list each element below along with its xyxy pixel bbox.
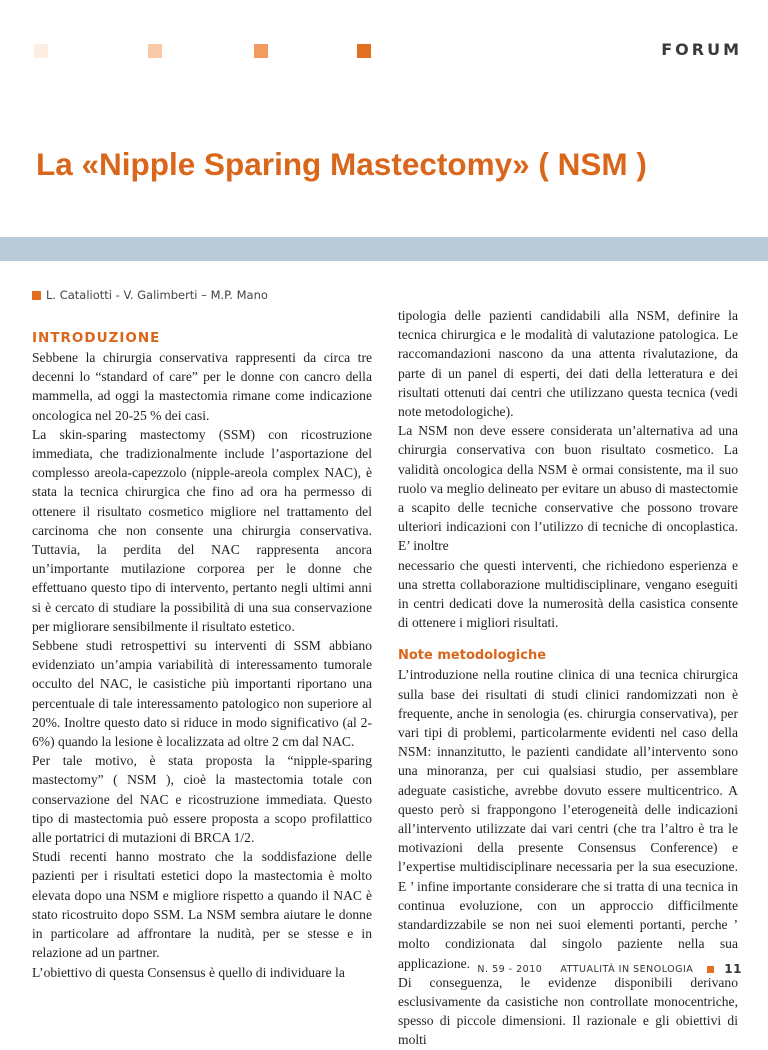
intro-heading: INTRODUZIONE <box>32 330 161 346</box>
decor-square-2 <box>148 44 162 58</box>
intro-paragraph: Sebbene la chirurgia conservativa rappresenti da circa tre decenni lo “standard of care” per le donne con cancro della mammella, ad oggi la mastectomia rimane come indicazione oncologica nel 20-25 % dei casi. <box>32 350 372 423</box>
intro-paragraph: Per tale motivo, è stata proposta la “nipple-sparing mastectomy” ( NSM ), cioè la mastectomia totale con conservazione del NAC e ricostruzione immediata. Questo tipo di mastectomia può essere proposta a scopo profilattico alle portatrici di mutazioni di BRCA 1/2. <box>32 753 372 846</box>
notes-paragraph: L’introduzione nella routine clinica di una tecnica chirurgica sulla base dei risultati di studi clinici randomizzati non è frequente, anche in senologia (es. chirurgia conservativa), per vari tipi di problemi, particolarmente evidenti nel caso della NSM: innanzitutto, le pazienti candidate all’intervento sono una minoranza, per cui qualsiasi studio, per assemblare adeguate casistiche, avrebbe dovuto essere multicentrico. A questo però si frappongono l’eterogeneità delle indicazioni all’intervento utilizzate dai vari centri (che tra l’altro è tra le motivazioni della presente Consensus Conference) e l’expertise multidisciplinare necessaria per la sua esecuzione. E ’ infine importante considerare che si tratta di una tecnica in continua evoluzione, con un approccio difficilmente standardizzabile se non nei suoi elementi portanti, perche ’ molto condizionata dal singolo paziente nella sua applicazione. <box>398 667 738 971</box>
page-number: 11 <box>724 962 742 976</box>
body-paragraph: La NSM non deve essere considerata un’alternativa ad una chirurgia conservativa con buon risultato cosmetico. La validità oncologica della NSM è ormai consistente, ma il suo ruolo va meglio delineato per evitare un abuso di mastectomie a scapito delle tecniche conservative che possono trovare ulteriori indicazioni con l’utilizzo di tecniche di oncoplastica. E’ inoltre <box>398 423 738 554</box>
notes-paragraph: Di conseguenza, le evidenze disponibili derivano esclusivamente da casistiche non controllate monocentriche, spesso di piccole dimensioni. Il razionale e gli obiettivi di molti <box>398 974 738 1048</box>
notes-heading: Note metodologiche <box>398 648 547 664</box>
right-column <box>398 306 738 1050</box>
bullet-square-icon <box>32 291 41 300</box>
journal-name: ATTUALITÀ IN SENOLOGIA <box>560 963 694 975</box>
intro-paragraph: Studi recenti hanno mostrato che la soddisfazione delle pazienti per i risultati estetici dopo la mastectomia è molto elevata dopo una NSM e migliore rispetto a quando il NAC è stato ricostruito dopo SSM. La NSM sembra aiutare le donne in particolare ad affrontare la nudità, per se stesse e in relazione ad un partner. <box>32 849 372 961</box>
article-title: La «Nipple Sparing Mastectomy» ( NSM ) <box>36 146 647 182</box>
decor-square-1 <box>34 44 48 58</box>
title-band <box>0 237 768 261</box>
section-label: FORUM <box>661 40 742 59</box>
page-footer <box>477 962 742 976</box>
body-paragraph: tipologia delle pazienti candidabili alla NSM, definire la tecnica chirurgica e le modalità di valutazione patologica. Le raccomandazioni nascono da una attenta rivalutazione, da parte di un panel di esperti, dei dati della letteratura e dei risultati ottenuti dai centri che utilizzano questa tecnica (vedi note metodologiche). <box>398 308 738 420</box>
authors: L. Cataliotti - V. Galimberti – M.P. Mano <box>46 288 268 302</box>
authors-line <box>32 288 372 302</box>
intro-paragraph: L’obiettivo di questa Consensus è quello di individuare la <box>32 964 345 980</box>
intro-paragraph: Sebbene studi retrospettivi su interventi di SSM abbiano evidenziato un’ampia variabilità di interessamento tumorale occulto del NAC, le casistiche più importanti riportano una percentuale di tale interessamento patologico non superiore al 20%. Inoltre questo dato si riduce in modo significativo (al 2-6%) quando la lesione è localizzata ad oltre 2 cm dal NAC. <box>32 638 372 750</box>
body-paragraph: necessario che questi interventi, che richiedono esperienza e una stretta collaborazione multidisciplinare, vengano eseguiti in centri dedicati dove la numerosità della casistica consente di ottenere i migliori risultati. <box>398 557 738 631</box>
decor-square-4 <box>357 44 371 58</box>
decor-square-3 <box>254 44 268 58</box>
left-column <box>32 288 372 982</box>
intro-paragraph: La skin-sparing mastectomy (SSM) con ricostruzione immediata, che tradizionalmente include l’asportazione del complesso areola-capezzolo (nipple-areola complex NAC), è stata la tecnica chirurgica che fino ad ora ha permesso di ottenere il risultato cosmetico migliore nel trattamento del carcinoma che non consente una chirurgia conservativa. Tuttavia, la perdita del NAC rappresenta ancora un’importante mutilazione corporea per le donne che effettuano questo tipo di intervento, pertanto negli ultimi anni si è cercato di studiare la possibilità di una sua conservazione per migliorare sensibilmente il risultato estetico. <box>32 426 372 634</box>
footer-square-icon <box>707 966 714 973</box>
issue-number: N. 59 - 2010 <box>477 963 543 975</box>
